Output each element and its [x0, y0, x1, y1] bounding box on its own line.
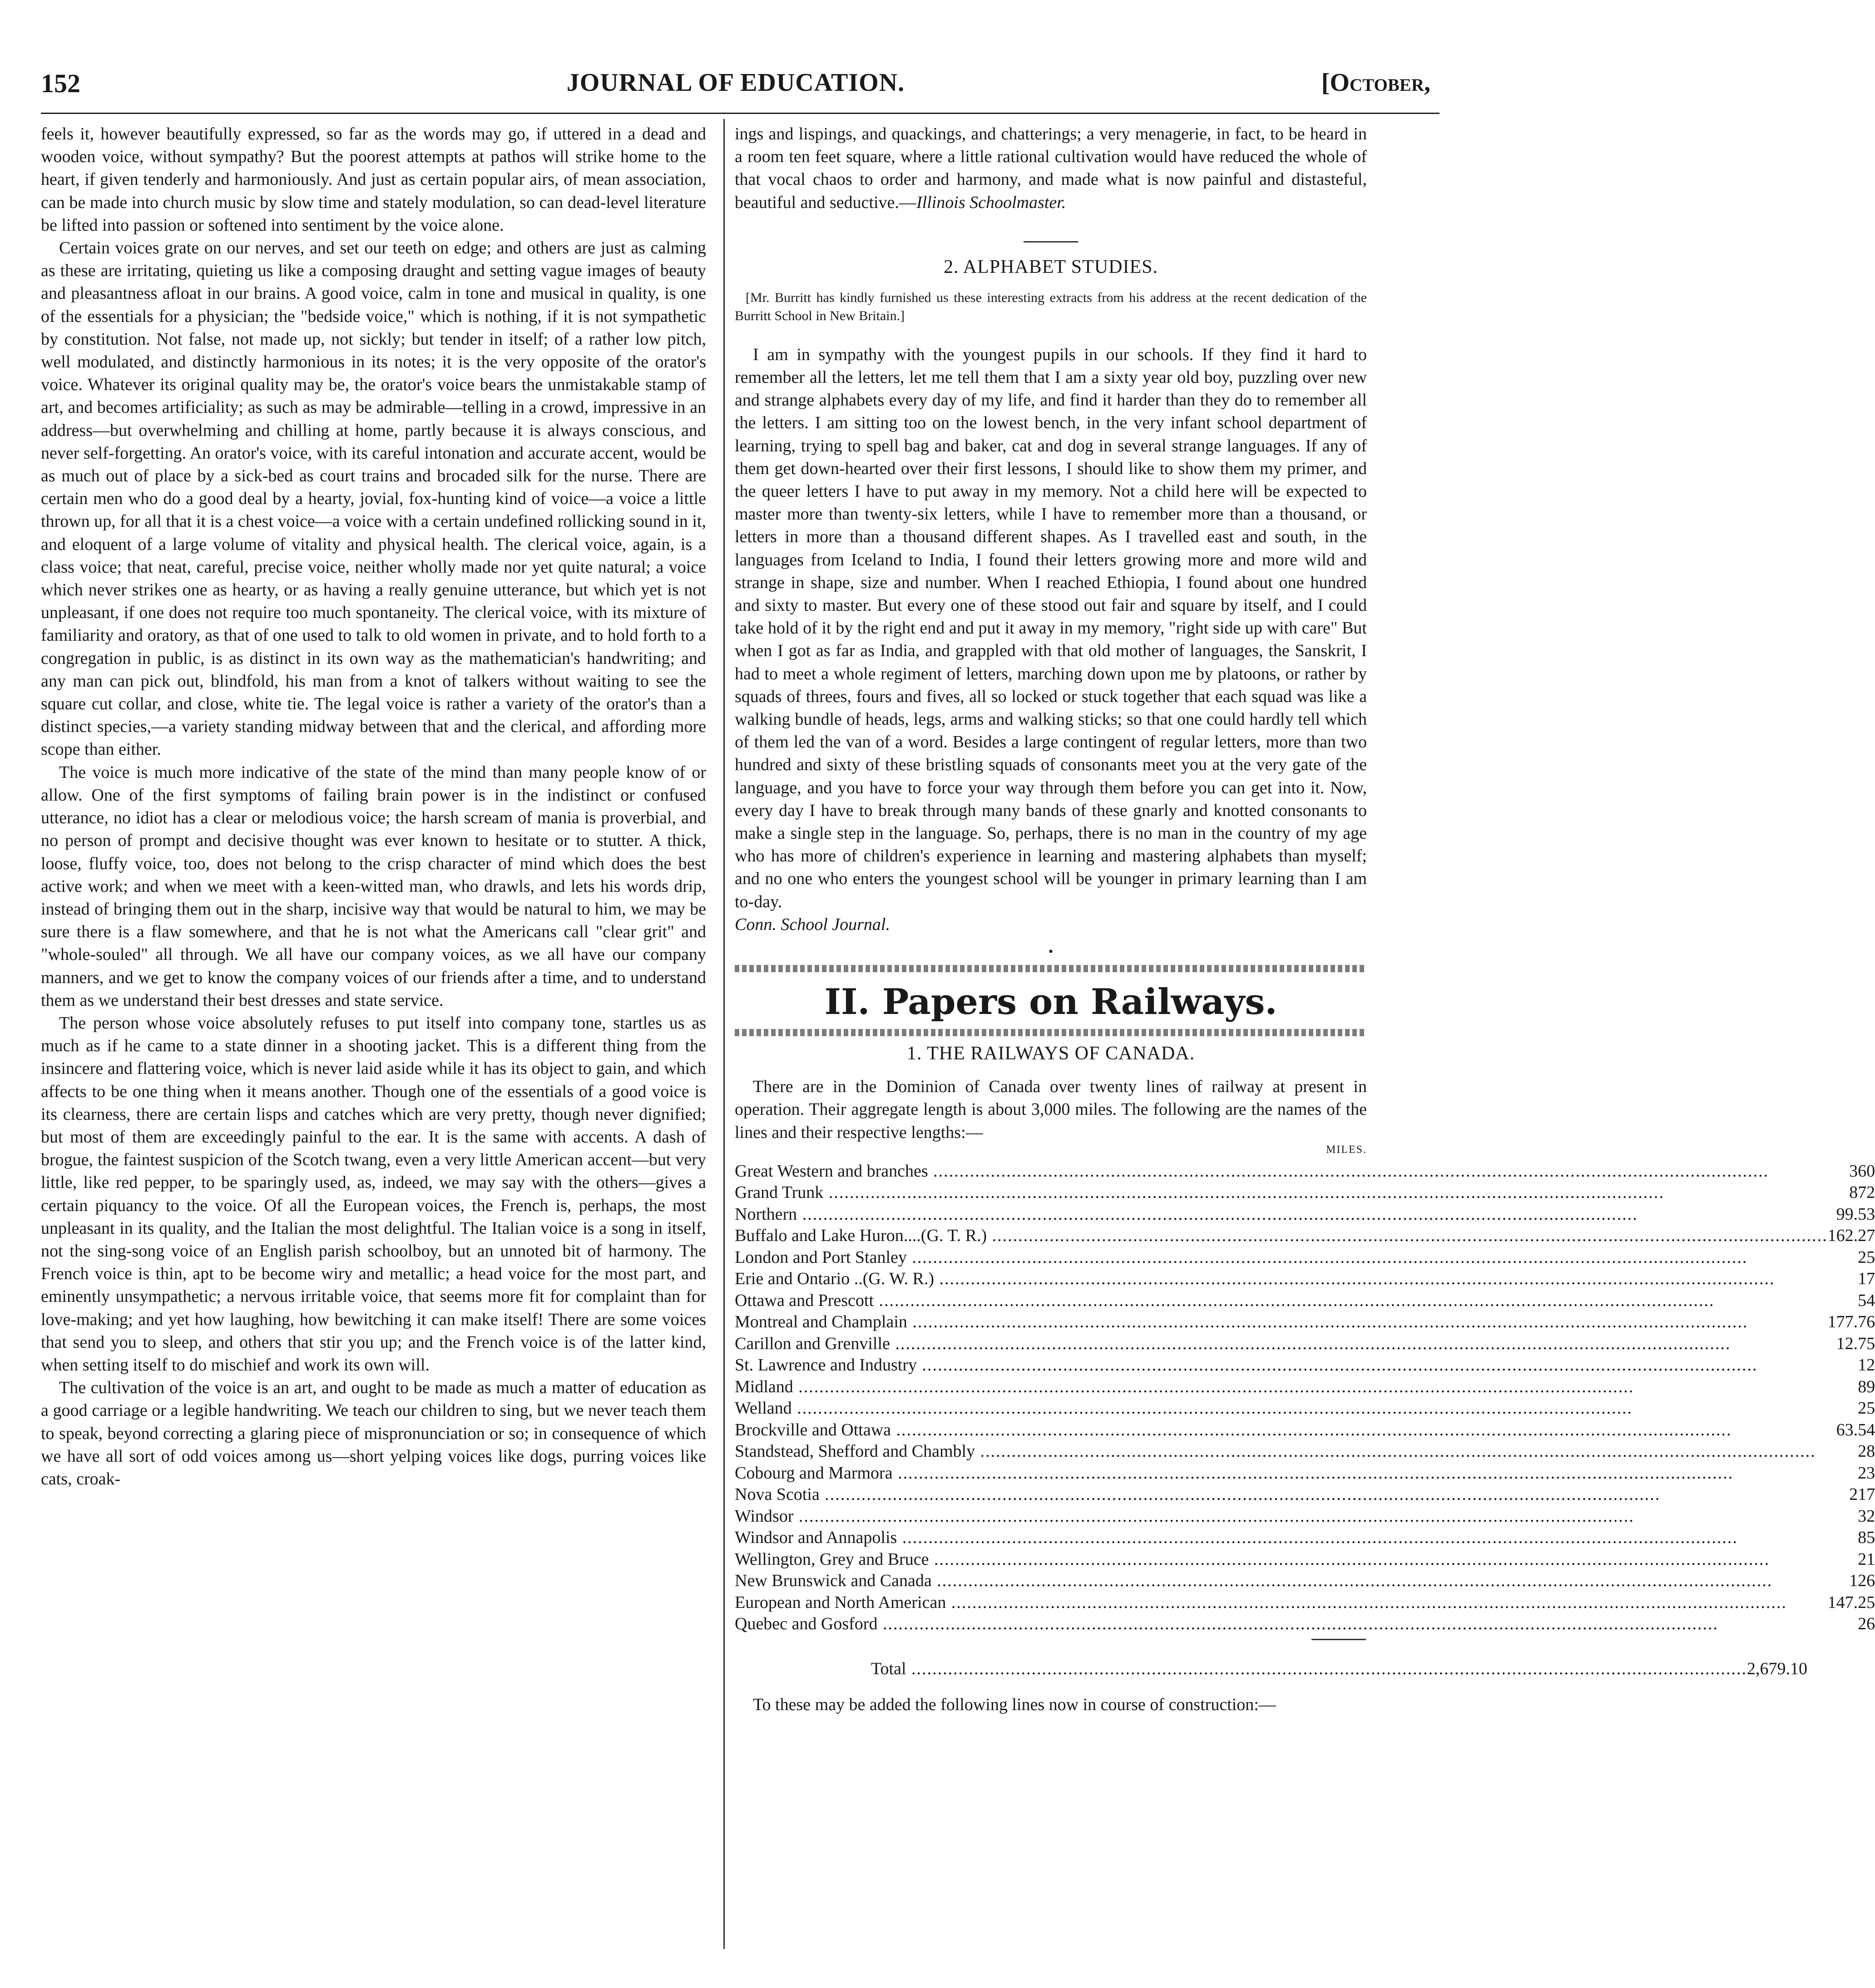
table-row — [735, 1268, 1875, 1290]
paragraph: feels it, however beautifully expressed, so far as the words may go, if uttered in a dead and wooden voice, without sympathy? But the poorest attempts at pathos will strike home to the heart, if given tenderly and harmoniously. And just as certain popular airs, of mean association, can be made into church music by slow time and stately modulation, so can dead-level literature be lifted into passion or softened into sentiment by the voice alone. — [41, 124, 706, 235]
railway-table — [735, 1161, 1875, 1635]
railway-miles: 25 — [1858, 1247, 1875, 1267]
table-row — [735, 1592, 1875, 1614]
table-row — [735, 1527, 1875, 1549]
section-title: 1. THE RAILWAYS OF CANADA. — [906, 1043, 1195, 1064]
railway-name: Ottawa and Prescott ..... — [735, 1290, 1828, 1312]
column-rule — [723, 119, 725, 1949]
paragraph: The person whose voice absolutely refuses to put itself into company tone, startles us as much as if he came to a state dinner in a shooting jacket. This is a different thing from the insincere and flattering voice, which is never laid aside while it has its object to gain, and which affects to be one thing when it means another. Though one of the essentials of a good voice is its clearness, there are certain lisps and catches which are very pretty, though never dignified; but most of them are exceedingly painful to the ear. It is the same with accents. A dash of brogue, the faintest suspicion of the Scotch twang, even a very little American accent—but very little, like red pepper, to be sparingly used, as, indeed, we may say with the others—gives a certain piquancy to the voice. Of all the European voices, the French is, perhaps, the most unpleasant in its quality, and the Italian the most delightful. The Italian voice is a song in itself, not the sing-song voice of an English parish schoolboy, but an unnoted bit of harmony. The French voice is thin, apt to be become wiry and metallic; a head voice for the most part, and eminently unsympathetic; a nervous irritable voice, that seems more fit for complaint than for love-making; and yet how laughing, how bewitching it can make itself! There are some voices that send you to sleep, and others that stir you up; and the French voice is of the latter kind, when setting itself to do mischief and work its own will. — [41, 1013, 706, 1375]
running-month: [October, — [1321, 69, 1430, 97]
railway-name: Welland ..... — [735, 1398, 1828, 1419]
railway-miles: 217 — [1849, 1485, 1875, 1504]
railway-miles: 17 — [1858, 1269, 1875, 1289]
railway-name: Brockville and Ottawa ..... — [735, 1419, 1828, 1441]
railway-miles: 32 — [1858, 1506, 1875, 1526]
table-row — [735, 1484, 1875, 1506]
running-header — [41, 68, 1430, 104]
paragraph: The voice is much more indicative of the state of the mind than many people know of or allow. One of the first symptoms of failing brain power is in the indistinct or confused utterance, no idiot has a clear or melodious voice; the harsh scream of mania is proverbial, and no person of prompt and decisive thought was ever known to hesitate or to stutter. A thick, loose, fluffy voice, too, does not belong to the crisp character of mind which does the best active work; and when we meet with a keen-witted man, who drawls, and lets his words drip, instead of bringing them out in the sharp, incisive way that would be natural to him, we may be sure there is a flaw somewhere, and that he is not what the Americans call "clear grit" and "whole-souled" all through. We all have our company voices, as we all have our company manners, and we get to know the company voices of our friends after a time, and to understand them as we understand their best dresses and state service. — [41, 762, 706, 1010]
railway-name: Montreal and Champlain ..... — [735, 1311, 1828, 1333]
railway-miles: 23 — [1858, 1463, 1875, 1483]
railway-miles: 177.76 — [1827, 1312, 1875, 1332]
total-rule — [1311, 1639, 1366, 1640]
header-rule — [41, 113, 1440, 114]
railway-miles: 147.25 — [1827, 1592, 1875, 1612]
railway-name: European and North American ..... — [735, 1592, 1828, 1614]
paragraph: To these may be added the following lines now in course of construction:— — [753, 1695, 1276, 1715]
railway-miles: 872 — [1849, 1183, 1875, 1202]
railway-miles: 54 — [1858, 1291, 1875, 1310]
table-row — [735, 1182, 1875, 1204]
railway-miles: 126 — [1849, 1571, 1875, 1591]
paragraph — [735, 123, 1367, 214]
section-intro: [Mr. Burritt has kindly furnished us these interesting extracts from his address at the recent dedication of the Burritt School in New Britain.] — [735, 290, 1367, 323]
railway-miles: 63.54 — [1836, 1420, 1875, 1439]
railway-miles: 99.53 — [1836, 1204, 1875, 1224]
railway-miles: 12 — [1858, 1355, 1875, 1375]
railway-name: Windsor and Annapolis ..... — [735, 1527, 1828, 1549]
railway-name: London and Port Stanley ..... — [735, 1247, 1828, 1269]
railway-name: Quebec and Gosford ..... — [735, 1613, 1828, 1635]
section-title: 2. ALPHABET STUDIES. — [944, 256, 1158, 277]
table-row — [735, 1247, 1875, 1269]
railway-miles: 25 — [1858, 1399, 1875, 1418]
railway-miles: 12.75 — [1836, 1334, 1875, 1353]
table-row — [735, 1225, 1875, 1247]
railway-name: Cobourg and Marmora ..... — [735, 1463, 1828, 1484]
section-divider — [1024, 241, 1078, 242]
table-row — [735, 1398, 1875, 1419]
railway-name: Great Western and branches ..... — [735, 1161, 1828, 1182]
total-value: 2,679.10 — [1747, 1659, 1808, 1678]
part-heading: II. Papers on Railways. — [824, 981, 1277, 1023]
table-row — [735, 1161, 1875, 1182]
ornament-rule — [735, 965, 1367, 972]
table-row — [735, 1549, 1875, 1571]
table-row — [735, 1570, 1875, 1592]
railway-miles: 162.27 — [1827, 1226, 1875, 1246]
railway-miles: 28 — [1858, 1442, 1875, 1461]
railway-name: Windsor ..... — [735, 1506, 1828, 1528]
source-attribution: Illinois Schoolmaster. — [916, 193, 1066, 212]
table-row — [735, 1204, 1875, 1226]
railway-miles: 21 — [1858, 1549, 1875, 1569]
page-number: 152 — [41, 69, 80, 98]
table-row — [735, 1333, 1875, 1355]
railway-name: Northern ..... — [735, 1204, 1828, 1226]
table-row — [735, 1355, 1875, 1376]
paragraph: Certain voices grate on our nerves, and set our teeth on edge; and others are just as calming as these are irritating, quieting us like a composing draught and setting vague images of beauty and pleasantness afloat in our brains. A good voice, calm in tone and musical in quality, is one of the essentials for a physician; the "bedside voice," which is nothing, if it is not sympathetic by constitution. Not false, not made up, not sickly; but tender in itself; of a rather low pitch, well modulated, and distinctly harmonious in its notes; it is the very opposite of the orator's voice. Whatever its original quality may be, the orator's voice bears the unmistakable stamp of art, and becomes artificiality; as such as may be admirable—telling in a crowd, impressive in an address—but overwhelming and chilling at home, partly because it is always conscious, and never self-forgetting. An orator's voice, with its careful intonation and accurate accent, would be as much out of place by a sick-bed as court trains and brocaded silk for the nurse. There are certain men who do a good deal by a hearty, jovial, fox-hunting kind of voice—a voice a little thrown up, for all that it is a chest voice—a voice with a certain undefined rollicking sound in it, and eloquent of a large volume of vitality and physical health. The clerical voice, again, is a class voice; that neat, careful, precise voice, neither wholly made nor yet quite natural; a voice which never strikes one as hearty, or as having a really genuine utterance, but which yet is not unpleasant, if one does not require too much spontaneity. The clerical voice, with its mixture of familiarity and oratory, as that of one used to talk to old women in private, and to hold forth to a congregation in public, is as distinct in its own way as the mathematician's handwriting; and any man can pick out, blindfold, his man from a knot of talkers without waiting to see the square cut collar, and close, white tie. The legal voice is rather a variety of the orator's than a distinct species,—a variety standing midway between that and the clerical, and affording more scope than either. — [41, 238, 706, 759]
railway-miles: 85 — [1858, 1528, 1875, 1548]
source-attribution: Conn. School Journal. — [735, 915, 890, 934]
paragraph: I am in sympathy with the youngest pupils in our schools. If they find it hard to remember all the letters, let me tell them that I am a sixty year old boy, puzzling over new and strange alphabets every day of my life, and find it harder than they do to remember all the letters. I am sitting too on the lowest bench, in the very infant school department of learning, trying to spell bag and baker, cat and dog in several strange languages. If any of them get down-hearted over their first lessons, I should like to show them my primer, and the queer letters I have to put away in my memory. Not a child here will be expected to master more than twenty-six letters, while I have to remember more than a thousand, or letters in more than a thousand different shapes. As I travelled east and south, in the languages from Iceland to India, I found their letters growing more and more wild and strange in shape, size and number. When I reached Ethiopia, I found about one hundred and sixty to master. But every one of these stood out fair and square by itself, and I could take hold of it by the right end and put it away in my memory, "right side up with care" But when I got as far as India, and grappled with that old mother of languages, the Sanskrit, I had to meet a whole regiment of letters, marching down upon me by platoons, or rather by squads of threes, fours and fives, all so locked or stuck together that each squad was like a walking bundle of heads, legs, arms and walking sticks; so that one could hardly tell which of them led the van of a word. Besides a large contingent of regular letters, more than two hundred and sixty of these bristling squads of consonants meet you at the very gate of the language, and you have to force your way through them before you can get into it. Now, every day I have to break through many bands of these gnarly and knotted consonants to make a single step in the language. So, perhaps, there is no man in the country of my age who has more of children's experience in learning and mastering alphabets than myself; and no one who enters the youngest school will be younger in primary learning than I am to-day. — [735, 345, 1367, 911]
table-row — [735, 1311, 1875, 1333]
railway-name: Erie and Ontario ..(G. W. R.) ..... — [735, 1268, 1828, 1290]
right-column — [735, 123, 1875, 1943]
railway-name: Standstead, Shefford and Chambly ..... — [735, 1441, 1828, 1463]
railway-name: Buffalo and Lake Huron....(G. T. R.) ..... — [735, 1225, 1828, 1247]
railway-name: Wellington, Grey and Bruce ..... — [735, 1549, 1828, 1571]
total-label: Total ..... — [735, 1645, 1747, 1680]
railway-miles: 360 — [1849, 1161, 1875, 1181]
table-row — [735, 1419, 1875, 1441]
railway-name: Grand Trunk ..... — [735, 1182, 1828, 1204]
table-row — [735, 1506, 1875, 1528]
miles-column-header: MILES. — [1326, 1143, 1367, 1156]
railway-name: New Brunswick and Canada ..... — [735, 1570, 1828, 1592]
total-row — [735, 1645, 1807, 1680]
railway-name: St. Lawrence and Industry ..... — [735, 1355, 1828, 1376]
railway-name: Midland ..... — [735, 1376, 1828, 1398]
ornament-rule — [735, 1029, 1367, 1036]
railway-name: Nova Scotia ..... — [735, 1484, 1828, 1506]
railway-name: Carillon and Grenville ..... — [735, 1333, 1828, 1355]
left-column — [41, 123, 706, 1943]
table-row — [735, 1376, 1875, 1398]
running-title: JOURNAL OF EDUCATION. — [566, 69, 905, 97]
table-row — [735, 1463, 1875, 1484]
paragraph: The cultivation of the voice is an art, and ought to be made as much a matter of education as a good carriage or a legible handwriting. We teach our children to sing, but we never teach them to speak, beyond correcting a glaring piece of mispronunciation or so; in consequence of which we have all sort of odd voices among us—short yelping voices like dogs, purring voices like cats, croak- — [41, 1378, 706, 1489]
ornament-dot: • — [1048, 944, 1054, 959]
continuation-text: ings and lispings, and quackings, and chatterings; a very menagerie, in fact, to be heard in a room ten feet square, where a little rational cultivation would have reduced the whole of that vocal chaos to order and harmony, and made what is now painful and distasteful, beautiful and seductive.— — [735, 124, 1367, 212]
table-row — [735, 1290, 1875, 1312]
railway-miles: 26 — [1858, 1614, 1875, 1634]
table-row — [735, 1613, 1875, 1635]
paragraph: There are in the Dominion of Canada over twenty lines of railway at present in operation. Their aggregate length is about 3,000 miles. The following are the names of the lines and their respective lengths:— — [735, 1077, 1367, 1142]
railway-miles: 89 — [1858, 1377, 1875, 1396]
table-row — [735, 1441, 1875, 1463]
railway-total — [735, 1645, 1807, 1680]
